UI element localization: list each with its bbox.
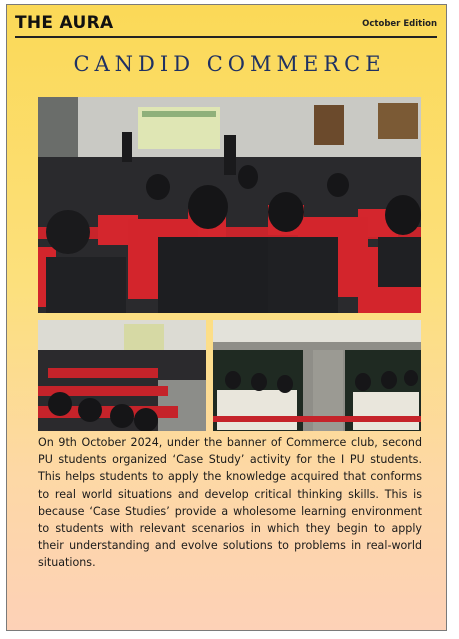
right-photo <box>213 320 421 431</box>
masthead <box>15 12 437 38</box>
section-title: CANDID COMMERCE <box>73 52 386 76</box>
left-photo <box>38 320 206 431</box>
article-text: On 9th October 2024, under the banner of Commerce club, second PU students organized ‘Case Study’ activity for the I PU students. This helps students to apply the knowledge acquired that conforms to real world situations and develop critical thinking skills. This is because ‘Case Studies’ provide a wholesome learning environment to students with relevant scenarios in which they begin to apply their understanding and evolve solutions to problems in real-world situations. <box>38 436 422 570</box>
main-photo <box>38 97 421 313</box>
newsletter-title: THE AURA <box>15 13 114 33</box>
edition-label: October Edition <box>362 19 437 29</box>
